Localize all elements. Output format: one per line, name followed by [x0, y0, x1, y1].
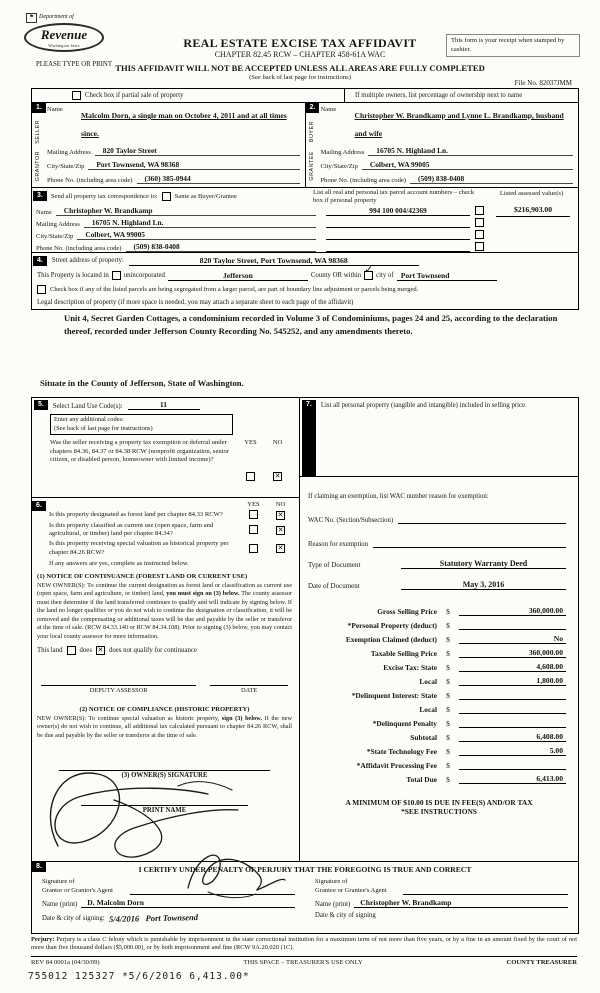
unincorporated-label: unincorporated [123, 272, 165, 279]
fee-line [300, 714, 578, 728]
parcel-numbers-header: List all real and personal tax parcel account numbers – check box if personal property [313, 189, 475, 204]
notice-compliance-title: (2) NOTICE OF COMPLIANCE (HISTORIC PROPERTY) [79, 706, 250, 713]
correspondence-name-value: Christopher W. Brandkamp [56, 206, 316, 216]
buyer-side-top: BUYER [308, 120, 315, 142]
q1-no-checkbox: ✕ [277, 510, 284, 519]
section-2-badge: 2. [306, 103, 320, 113]
buyer-name-row [321, 104, 574, 142]
fee-label: *Delinquent Interest: State [351, 691, 437, 700]
personal-property-checkbox [475, 218, 484, 227]
fee-line [300, 728, 578, 742]
fee-line [300, 742, 578, 756]
parcel-number-value [326, 239, 470, 240]
fee-value [459, 727, 566, 728]
does-label: does [79, 647, 92, 654]
question-text: Is this property receiving special valuation as historical property per chapter 84.26 RCW? [49, 540, 229, 556]
owners-signature-line: (3) OWNER(S) SIGNATURE [59, 770, 270, 779]
additional-codes-label: Enter any additional codes: [54, 416, 124, 423]
grantee-signature-block [305, 878, 578, 922]
notice-text: NEW OWNER(S): To continue special valuation as historic property, [37, 715, 222, 722]
grantor-agent-label: Grantor or Grantor's Agent [42, 886, 113, 894]
signature-of-label: Signature of [315, 878, 348, 885]
grantee-date-row [315, 912, 568, 919]
parcel-number-value [326, 227, 470, 228]
document-date-label: Date of Document [308, 582, 360, 590]
fee-value [459, 699, 566, 700]
print-name-line: PRINT NAME [81, 805, 248, 814]
parcel-number-value: 994 100 004/42369 [326, 206, 470, 216]
same-as-buyer-checkbox [162, 192, 171, 201]
seller-side-label [33, 116, 43, 185]
grantor-date-handwritten: 5/4/2016 Port Townsend [108, 912, 198, 925]
correspondence-city-label: City/State/Zip [36, 233, 74, 240]
wac-number-row [308, 513, 566, 524]
fee-value: 360,000.00 [459, 648, 566, 658]
correspondence-address-row [36, 216, 316, 228]
logo-state-text: Washington State [48, 44, 80, 48]
grantor-signature-block [32, 878, 305, 925]
footer-row [31, 956, 577, 966]
current-use-question [35, 522, 294, 538]
warning-line: THIS AFFIDAVIT WILL NOT BE ACCEPTED UNLESS ALL AREAS ARE FULLY COMPLETED [115, 63, 485, 73]
seller-side-bottom: GRANTOR [35, 150, 41, 182]
tax-correspondence-section [32, 188, 578, 253]
forest-land-question [35, 510, 294, 520]
county-value: Jefferson [168, 271, 308, 281]
partial-sale-label: Check box if partial sale of property [85, 92, 184, 99]
document-type-row [308, 559, 566, 569]
certify-statement: I CERTIFY UNDER PENALTY OF PERJURY THAT THE FOREGOING IS TRUE AND CORRECT [138, 865, 472, 874]
no-header: NO [272, 439, 283, 447]
grantee-name-row [315, 898, 568, 908]
dollar-sign: $ [446, 663, 450, 672]
certification-section [31, 860, 579, 934]
notice-continuance-body [35, 582, 294, 641]
land-use-code-value: 11 [128, 400, 200, 410]
street-address-row [32, 253, 578, 268]
fee-label: Local [419, 705, 437, 714]
correspondence-address-value: 16705 N. Highland Ln. [84, 218, 316, 228]
land-use-section [32, 398, 299, 498]
section-6-badge: 6. [32, 501, 46, 511]
fee-line [300, 686, 578, 700]
fee-value: No [459, 634, 566, 644]
correspondence-city-row [36, 228, 316, 240]
seller-name-label: Name [47, 106, 63, 113]
upper-form-box [31, 88, 579, 310]
parcel-row [316, 216, 488, 228]
fee-line [300, 644, 578, 658]
partial-sale-checkbox [72, 91, 81, 100]
exemption-reason-label: Reason for exemption [308, 541, 369, 548]
logo-department-text: Department of [39, 14, 74, 20]
middle-columns [31, 397, 579, 862]
wac-number-value [398, 513, 566, 524]
land-use-label: Select Land Use Code(s): [52, 403, 123, 410]
fee-label: Taxable Selling Price [370, 649, 437, 658]
seller-name-row [47, 104, 300, 142]
fee-line [300, 630, 578, 644]
left-column [32, 398, 300, 861]
exemption-question: Was the seller receiving a property tax exemption or deferral under chapters 84.36, 84.37 or 84.38 RCW (nonprofit organization, senior citizen, or disabled person, homeowner with limited income)? [50, 439, 230, 464]
see-back-note: (See back of last page for instructions) [249, 74, 351, 81]
fee-line [300, 602, 578, 616]
dollar-sign: $ [446, 677, 450, 686]
grantor-name-value: D. Malcolm Dorn [81, 898, 295, 908]
cashier-stamp: 755012 125327 *5/6/2016 6,413.00* [28, 971, 250, 982]
fee-line [300, 672, 578, 686]
fee-line [300, 700, 578, 714]
forest-land-section [32, 498, 299, 814]
document-type-label: Type of Document [308, 561, 361, 569]
fee-label: Local [419, 677, 437, 686]
fee-value [459, 769, 566, 770]
dollar-sign: $ [446, 691, 450, 700]
form-chapter: CHAPTER 82.45 RCW – CHAPTER 458-61A WAC [214, 50, 386, 59]
no-header: NO [275, 501, 286, 508]
dollar-sign: $ [446, 733, 450, 742]
fee-line [300, 658, 578, 672]
correspondence-name-row [36, 204, 316, 216]
street-address-value: 820 Taylor Street, Port Townsend, WA 98368 [129, 256, 419, 266]
county-or-within-label: County OR within [310, 272, 362, 279]
name-print-label: Name (print) [42, 901, 78, 909]
county-treasurer-label: COUNTY TREASURER [506, 959, 577, 966]
perjury-text: Perjury is a class C felony which is punishable by imprisonment in the state correctional institution for a maximum term of not more than five years, or by a fine in an amount fixed by the court of not more than five thousand dollars ($5,000.00), or by both imprisonment and fine (RCW 9A.20.020 (1C). [31, 936, 577, 952]
grantee-date-value [380, 917, 568, 921]
deputy-assessor-row [35, 685, 294, 694]
same-as-buyer-label: Same as Buyer/Grantee [174, 192, 237, 200]
notice-bold-text: you must sign on (3) below. [166, 590, 240, 598]
date-label: DATE [210, 685, 288, 694]
seller-city-value: Port Townsend, WA 98368 [88, 160, 299, 170]
correspondence-header-cell [32, 188, 313, 204]
notice-text: NEW OWNER(S): To continue the current designation as forest land or classification as current use (open space, farm and agriculture, or timber) land, [37, 581, 292, 598]
question-text: Is this property designated as forest land per chapter 84.33 RCW? [49, 510, 223, 518]
historic-property-question [35, 540, 294, 556]
form-revision-number: REV 84 0001a (04/30/09) [31, 959, 100, 966]
does-not-label: does not qualify for continuance [108, 647, 197, 654]
q3-yes-checkbox [249, 544, 258, 553]
assessed-value: $216,903.00 [496, 205, 570, 217]
fee-label: *State Technology Fee [366, 747, 437, 756]
dollar-sign: $ [446, 621, 450, 630]
fee-value: 360,000.00 [459, 606, 566, 616]
buyer-city-label: City/State/Zip [320, 163, 358, 170]
date-city-label: Date & city of signing: [42, 915, 105, 923]
correspondence-fields [32, 204, 316, 252]
section-8-badge: 8. [32, 862, 46, 872]
notice-text: The county assessor must then determine if the land transferred continues to qualify and will indicate by signing below. If the land no longer qualifies or you do not wish to continue the designation or classification, it will be removed and the compensating or additional taxes will be due and payable by the seller or transferor at the time of sale. (RCW 84.33.140 or RCW 84.34.108). Prior to signing (3) below, you may contact your local county assessor for more information. [37, 590, 292, 640]
buyer-name-value: Christopher W. Brandkamp and Lynne L. Brandkamp, husband and wife [354, 111, 564, 138]
buyer-name-label: Name [320, 106, 337, 113]
fee-label: *Delinquent Penalty [372, 719, 437, 728]
dollar-sign: $ [446, 635, 450, 644]
buyer-section [306, 103, 579, 187]
section-5-badge: 5. [34, 400, 48, 410]
notice-bold-text: sign (3) below. [221, 715, 262, 722]
fee-value [459, 629, 566, 630]
correspondence-phone-label: Phone No. (including area code) [36, 245, 122, 252]
correspondence-phone-value: (509) 838-0408 [126, 242, 316, 252]
perjury-notice [31, 936, 577, 953]
q2-no-checkbox: ✕ [277, 525, 284, 534]
parcel-list [316, 204, 488, 252]
handwritten-check-icon: ✓ [364, 263, 374, 276]
seller-phone-value: (360) 385-0944 [137, 174, 300, 184]
buyer-address-label: Mailing Address [320, 149, 365, 156]
correspondence-address-label: Mailing Address [36, 221, 80, 228]
fee-label: Gross Selling Price [377, 607, 437, 616]
signatures-row [32, 878, 578, 925]
exemption-reason-value [373, 537, 566, 548]
dollar-sign: $ [446, 607, 450, 616]
does-not-checkbox: ✕ [97, 646, 104, 654]
exemption-yes-checkbox [246, 472, 255, 481]
top-row [32, 89, 578, 103]
fee-line [300, 770, 578, 784]
parcel-number-value [326, 251, 470, 252]
exemption-no-checkbox: ✕ [274, 472, 281, 481]
segregated-label: Check box if any of the listed parcels are being segregated from a larger parcel, are part of boundary line adjustment or parcels being merged. [50, 286, 419, 293]
legal-description-label: Legal description of property (if more space is needed, you may attach a separate sheet to each page of the affidavit) [37, 299, 354, 306]
right-column [300, 398, 578, 861]
see-back-instructions: (See back of last page for instructions) [54, 424, 153, 432]
buyer-phone-label: Phone No. (including area code) [320, 177, 407, 184]
fee-value: 6,408.00 [459, 732, 566, 742]
exemption-question-row [34, 439, 295, 481]
dollar-sign: $ [446, 775, 450, 784]
parcel-row [316, 228, 488, 240]
additional-codes-box [50, 414, 233, 435]
land-use-row [34, 400, 295, 410]
seller-side-top: SELLER [35, 119, 41, 144]
seller-address-row [47, 142, 300, 156]
multiple-owners-note: If multiple owners, list percentage of ownership next to name [355, 92, 523, 99]
logo-revenue-text: Revenue [40, 27, 88, 42]
see-instructions-note: *SEE INSTRUCTIONS [401, 807, 477, 816]
dollar-sign: $ [446, 719, 450, 728]
section-1-badge: 1. [32, 103, 46, 113]
correspondence-phone-row [36, 240, 316, 252]
segregated-row [32, 283, 578, 296]
seller-phone-row [47, 170, 300, 184]
flag-icon: ⚑ [26, 13, 37, 23]
document-date-row [308, 580, 566, 590]
personal-property-section [300, 398, 578, 477]
does-checkbox [67, 646, 76, 655]
please-type-label: PLEASE TYPE OR PRINT [36, 61, 112, 68]
fee-label: Total Due [406, 775, 437, 784]
receipt-note: This form is your receipt when stamped by cashier. [446, 34, 580, 57]
yes-header: YES [247, 501, 260, 508]
notice-text: If the new owner(s) do not wish to continue, all additional tax calculated pursuant to chapter 84.26 RCW, shall be due and payable by the seller or transferor at the time of sale. [37, 715, 292, 739]
personal-property-checkbox [475, 230, 484, 239]
fee-value: 1,800.00 [459, 676, 566, 686]
this-land-label: This land [37, 647, 63, 654]
grantor-name-row [42, 898, 295, 908]
fee-value [459, 713, 566, 714]
seller-address-value: 820 Taylor Street [95, 146, 300, 156]
personal-property-label: List all personal property (tangible and intangible) included in selling price. [320, 402, 527, 409]
deputy-assessor-label: DEPUTY ASSESSOR [41, 685, 196, 694]
notice-continuance-title: (1) NOTICE OF CONTINUANCE (FOREST LAND OR CURRENT USE) [37, 572, 248, 580]
buyer-address-row [321, 142, 574, 156]
buyer-city-value: Colbert, WA 99005 [362, 160, 573, 170]
seller-name-value: Malcolm Dorn, a single man on October 4, 2011 and at all times since. [81, 111, 287, 138]
grantor-signature-row [42, 878, 295, 895]
section-7-badge: 7. [302, 400, 316, 476]
seller-fields [47, 104, 300, 185]
location-row [32, 263, 578, 283]
street-address-label: Street address of property: [51, 257, 124, 264]
buyer-side-label [307, 116, 317, 185]
fee-label: Excise Tax: State [383, 663, 437, 672]
dollar-sign: $ [446, 705, 450, 714]
fee-value: 4,608.00 [459, 662, 566, 672]
document-date-value: May 3, 2016 [401, 580, 566, 590]
buyer-side-bottom: GRANTEE [308, 150, 315, 181]
fee-label: *Affidavit Processing Fee [356, 761, 437, 770]
section-4-badge: 4. [33, 256, 47, 266]
seller-section [32, 103, 306, 187]
partial-sale-cell [32, 89, 345, 102]
city-value: Port Townsend [397, 271, 497, 281]
correspondence-city-value: Colbert, WA 99005 [77, 230, 316, 240]
assessed-values-header: Listed assessed value(s) [499, 190, 564, 197]
signature-of-label: Signature of [42, 878, 75, 885]
seller-city-row [47, 156, 300, 170]
section-3-badge: 3. [33, 191, 47, 201]
segregated-checkbox [37, 285, 46, 294]
file-number: File No. 82037JMM [514, 79, 572, 87]
grantor-signature-label [42, 878, 130, 895]
assessed-column [488, 204, 578, 252]
city-of-label: city of [376, 272, 394, 279]
grantee-agent-label: Grantee or Grantee's Agent [315, 886, 387, 894]
fee-line [300, 616, 578, 630]
correspondence-name-label: Name [36, 209, 52, 216]
fee-label: Exemption Claimed (deduct) [345, 635, 437, 644]
yes-no-columns [237, 439, 295, 481]
fee-line [300, 756, 578, 770]
parties-row [32, 103, 578, 188]
send-correspondence-label: Send all property tax correspondence to: [50, 192, 158, 200]
buyer-address-value: 16705 N. Highland Ln. [368, 146, 573, 156]
wac-number-label: WAC No. (Section/Subsection) [308, 517, 394, 524]
unincorporated-checkbox [112, 271, 121, 280]
personal-property-checkbox [475, 242, 484, 251]
located-in-label: This Property is located in [37, 272, 109, 279]
yes-header: YES [244, 439, 257, 447]
buyer-phone-row [321, 170, 574, 184]
dollar-sign: $ [446, 747, 450, 756]
question-text: Is this property classified as current use (open space, farm and agricultural, or timber) land per chapter 84.34? [49, 522, 214, 538]
buyer-city-row [321, 156, 574, 170]
seller-phone-label: Phone No. (including area code) [47, 177, 133, 184]
section-3-body [32, 204, 578, 252]
fee-value: 6,413.00 [459, 774, 566, 784]
grantor-date-row [42, 912, 295, 925]
situate-line: Situate in the County of Jefferson, State of Washington. [40, 378, 244, 388]
dollar-sign: $ [446, 649, 450, 658]
parcel-row [316, 240, 488, 252]
fee-label: *Personal Property (deduct) [347, 621, 437, 630]
fee-value: 5.00 [459, 746, 566, 756]
exemption-reason-row [308, 537, 566, 548]
date-city-label: Date & city of signing [315, 912, 376, 920]
dollar-sign: $ [446, 761, 450, 770]
personal-property-checkbox [475, 206, 484, 215]
q2-yes-checkbox [249, 525, 258, 534]
grantee-signature-label [315, 878, 403, 895]
legal-description-label-row [32, 296, 578, 309]
yes-no-header-row [35, 501, 294, 508]
section-3-header [32, 188, 578, 204]
fee-table [300, 602, 578, 784]
if-yes-note: If any answers are yes, complete as instructed below. [49, 559, 189, 567]
minimum-due-note: A MINIMUM OF $10.00 IS DUE IN FEE(S) AND/OR TAX [345, 798, 533, 807]
seller-address-label: Mailing Address [47, 149, 91, 156]
q1-yes-checkbox [249, 510, 258, 519]
q3-no-checkbox: ✕ [277, 544, 284, 553]
city-checkbox [364, 263, 374, 280]
seller-city-label: City/State/Zip [47, 163, 85, 170]
buyer-phone-value: (509) 838-0408 [410, 174, 573, 184]
fee-label: Subtotal [410, 733, 437, 742]
yes-column [237, 439, 264, 481]
legal-description-text: Unit 4, Secret Garden Cottages, a condominium recorded in Volume 3 of Condominiums, pages 24 and 25, according to the declaration thereof, recorded under Jefferson County Recording No. 545252, and any amendments thereto. [64, 313, 558, 337]
perjury-label: Perjury: [31, 936, 55, 943]
document-type-value: Statutory Warranty Deed [401, 559, 566, 569]
grantee-signature-row [315, 878, 568, 895]
exemption-claim-label: If claiming an exemption, list WAC number reason for exemption: [308, 493, 489, 500]
grantee-name-value: Christopher W. Brandkamp [354, 898, 568, 908]
continuance-qualify-row [35, 646, 294, 655]
treasurer-space-label: THIS SPACE – TREASURER'S USE ONLY [243, 959, 363, 966]
notice-compliance-body [35, 715, 294, 740]
form-title: REAL ESTATE EXCISE TAX AFFIDAVIT [183, 36, 417, 50]
name-print-label: Name (print) [315, 901, 351, 909]
no-column [264, 439, 291, 481]
parcel-row [316, 204, 488, 216]
grantor-signature-line [130, 878, 295, 895]
buyer-fields [321, 104, 574, 185]
grantee-signature-line [403, 878, 568, 895]
